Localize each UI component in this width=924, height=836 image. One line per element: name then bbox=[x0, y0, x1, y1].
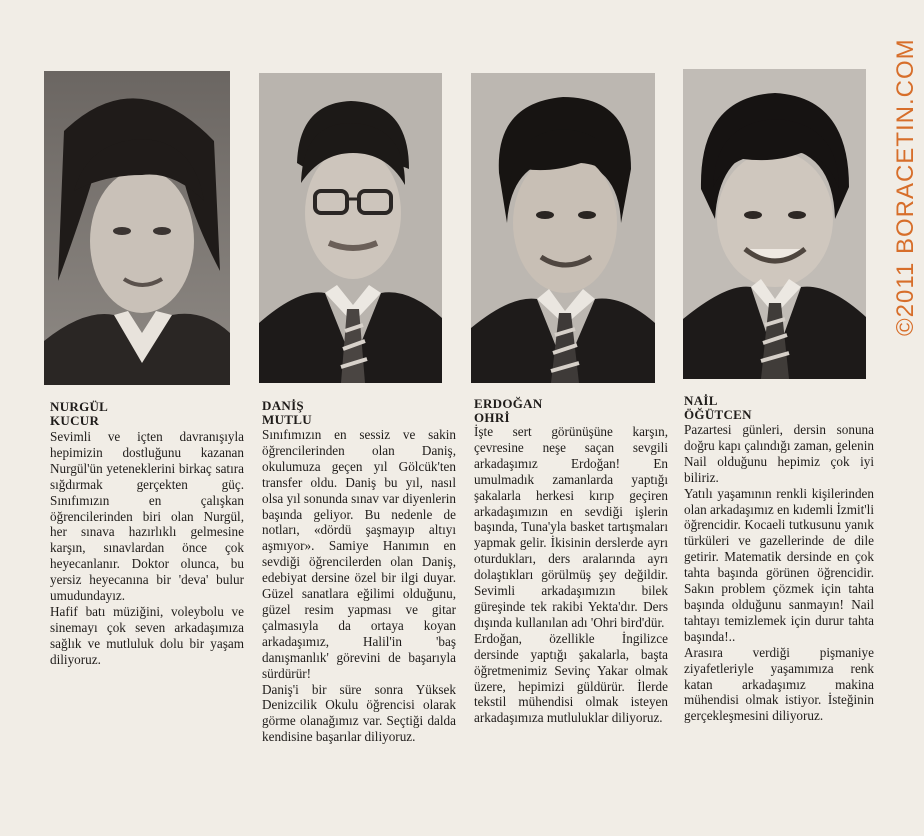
student-bio bbox=[50, 429, 244, 668]
bio-paragraph: Arasıra verdiği pişmaniye ziyafetleriyle yaşamımıza renk katan arkadaşımız makina mühendisi olmak istiyor. İsteğinin gerçekleşmesini diliyoruz. bbox=[684, 644, 874, 724]
student-bio bbox=[684, 422, 874, 724]
student-bio bbox=[262, 427, 456, 745]
portrait-photo bbox=[44, 71, 230, 385]
portrait-photo bbox=[471, 73, 655, 383]
bio-paragraph: Hafif batı müziğini, voleybolu ve sinemayı çok seven arkadaşımıza sağlık ve mutluluk dolu bir yaşam diliyoruz. bbox=[50, 603, 244, 667]
student-first-name: DANİŞ bbox=[262, 398, 304, 413]
bio-paragraph: Erdoğan, özellikle İngilizce dersinde yaptığı şakalarla, başta öğretmenimiz Sevinç Yakar olmak üzere, hepimizi güldürür. İlerde tekstil mühendisi olmak isteyen arkadaşımıza mutluluklar diliyoruz. bbox=[474, 630, 668, 726]
bio-paragraph: İşte sert görünüşüne karşın, çevresine neşe saçan sevgili arkadaşımız Erdoğan! En umulmadık zamanlarda yaptığı şakalarla herkesi kırıp geçiren arkadaşımızın en sevdiği işlerin başında, Tuna'yla basket tartışmaları yapmak gelir. İkisinin derslerde ayrı oturdukları, ders aralarında ayrı dolaştıkları görülmüş şey değildir. Sevimli arkadaşımızın bilek güreşinde tek rakibi Yekta'dır. Ders dışında kullanılan adı 'Ohri bird'dür. bbox=[474, 424, 668, 630]
student-name bbox=[474, 397, 543, 425]
bio-paragraph: Yatılı yaşamının renkli kişilerinden olan arkadaşımız en kıdemli İzmit'li öğrencidir. Kocaeli tutkusunu yanık türküleri ve gazellerinde de dile getirir. Matematik dersinde en çok tahta başında görünen öğrencidir. Sakın problem çözmek için tahta başında olduğunu sanmayın! Nail tahtayı temizlemek için durur tahta başında!.. bbox=[684, 485, 874, 644]
copyright-watermark bbox=[868, 6, 919, 336]
bio-paragraph: Sevimli ve içten davranışıyla hepimizin dostluğunu kazanan Nurgül'ün yeteneklerini birkaç satıra sığdırmak gerçekten güç. Sınıfımızın en çalışkan öğrencilerinden biri olan Nurgül, her sınava hazırlıklı gelmesine karşın, sınavlardan önce çok heyecanlanır. Doktor olunca, bu yersiz heyecanına bir 'deva' bulur umudundayız. bbox=[50, 429, 244, 604]
bio-paragraph: Sınıfımızın en sessiz ve sakin öğrencilerinden olan Daniş, okulumuza geçen yıl Gölcük'ten transfer oldu. Daniş bu yıl, nasıl olsa yıl sonunda sınav var diyenlerin başında geliyor. Bu nedenle de notları, «dördü şaşmayıp altıyı aşmıyor». Samiye Hanımın en sevdiği öğrencilerden olan Daniş, edebiyat dersine özel bir ilgi duyar. Güzel sanatlara eğilimi olduğunu, güzel resim yapması ve gitar çalmasıyla da ortaya koyan arkadaşımız, Halil'in 'baş danışmanlık' görevini de başarıyla sürdürür! bbox=[262, 427, 456, 681]
student-first-name: NAİL bbox=[684, 393, 718, 408]
bio-paragraph: Daniş'i bir süre sonra Yüksek Denizcilik Okulu öğrencisi olarak görme olanağımız var. Seçtiği dalda kendisine başarılar diliyoruz. bbox=[262, 681, 456, 745]
student-name bbox=[50, 400, 108, 428]
portrait-photo-icon bbox=[471, 73, 655, 383]
student-bio bbox=[474, 424, 668, 726]
student-name bbox=[684, 394, 752, 422]
student-first-name: ERDOĞAN bbox=[474, 396, 543, 411]
student-last-name: OHRİ bbox=[474, 410, 510, 425]
portrait-photo bbox=[683, 69, 866, 379]
portrait-photo-icon bbox=[259, 73, 442, 383]
student-last-name: ÖĞÜTCEN bbox=[684, 407, 752, 422]
watermark-text: ©2011 BORACETIN.COM bbox=[892, 38, 919, 336]
student-name bbox=[262, 399, 312, 427]
student-last-name: KUCUR bbox=[50, 413, 100, 428]
student-first-name: NURGÜL bbox=[50, 399, 109, 414]
portrait-photo-icon bbox=[683, 69, 866, 379]
portrait-photo bbox=[259, 73, 442, 383]
student-last-name: MUTLU bbox=[262, 412, 312, 427]
portrait-photo-icon bbox=[44, 71, 230, 385]
bio-paragraph: Pazartesi günleri, dersin sonuna doğru kapı çalındığı zaman, gelenin Nail olduğunu hepimiz çok iyi biliriz. bbox=[684, 422, 874, 485]
